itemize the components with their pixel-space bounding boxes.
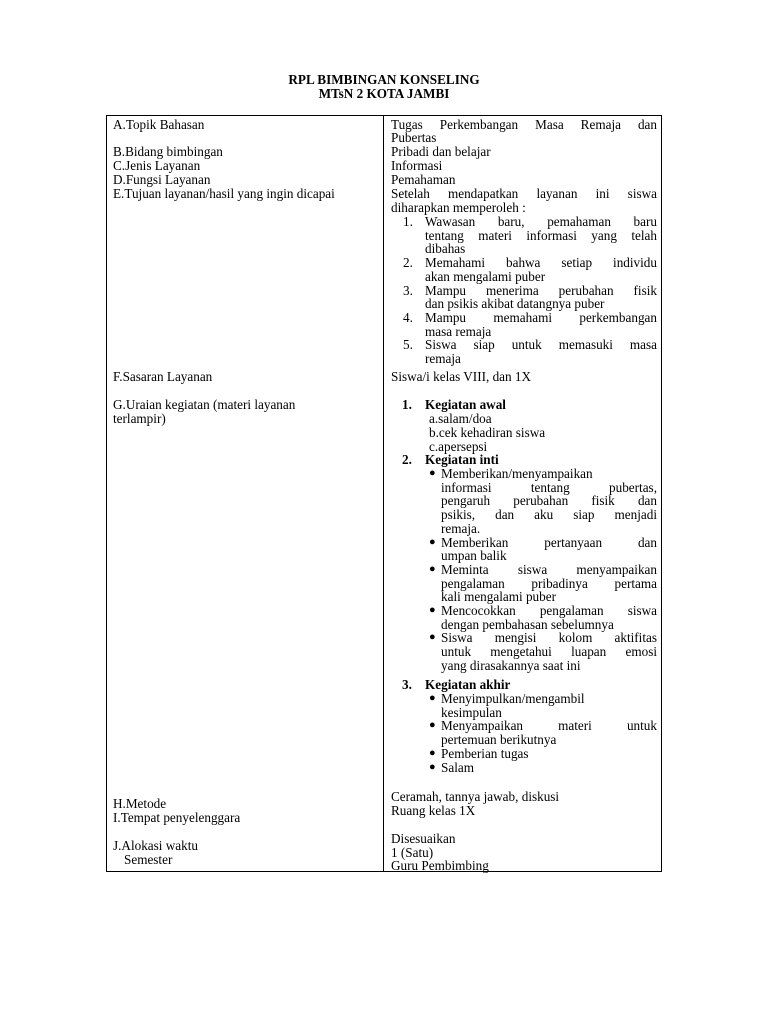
list-item-line: dan psikis akibat datangnya puber [425,296,605,312]
list-item-line: pengalaman pribadinya pertama [441,575,657,591]
list-item-line: akan mengalami puber [425,268,546,284]
list-item-line: Mampu menerima perubahan fisik [425,282,657,298]
list-number: 5. [403,337,413,353]
label-fungsi: D.Fungsi Layanan [113,172,211,187]
list-item-line: Meminta siswa menyampaikan [441,561,657,577]
bullet-icon: ● [429,746,436,759]
list-item [429,630,657,673]
bullet-icon: ● [429,692,436,704]
bullet-icon: ● [429,467,436,479]
guru-value: Guru Pembimbing [391,858,489,873]
list-item-line: umpan balik [441,548,507,564]
list-number: 4. [403,309,413,325]
tujuan-list [403,214,657,367]
list-item-line: untuk mengetahui luapan emosi [441,644,657,660]
list-item [403,214,657,257]
list-item-line: kali mengalami puber [441,589,556,605]
list-item-line: Memberikan pertanyaan dan [441,534,657,550]
list-item-line: Menyampaikan materi untuk [441,718,657,734]
tujuan-intro-1: Setelah mendapatkan layanan ini siswa [391,186,657,201]
list-item-line: psikis, dan aku siap menjadi [441,507,657,523]
list-item-line: pengaruh perubahan fisik dan [441,493,657,509]
list-item [403,309,657,339]
list-item [429,759,657,775]
metode-value: Ceramah, tannya jawab, diskusi [391,789,560,804]
label-topik: A.Topik Bahasan [113,117,205,132]
list-item-line: Mencocokkan pengalaman siswa [441,603,657,619]
tujuan-intro-2: diharapkan memperoleh : [391,200,526,215]
column-divider [383,116,384,871]
kegiatan-inti-list [429,466,657,673]
title-line-1: RPL BIMBINGAN KONSELING [288,72,480,87]
label-uraian-1: G.Uraian kegiatan (materi layanan [113,397,296,412]
list-item-line: Salam [441,759,474,775]
list-item-line: Memahami bahwa setiap individu [425,255,657,271]
label-metode: H.Metode [113,796,167,811]
list-item-line: Siswa mengisi kolom aktifitas [441,630,657,646]
bullet-icon: ● [429,604,436,617]
list-item-line: dibahas [425,241,466,257]
list-item [429,534,657,564]
bullet-icon: ● [429,719,436,732]
kegiatan-awal-item: b.cek kehadiran siswa [429,425,546,440]
topik-line-2: Pubertas [391,130,437,145]
kegiatan-awal-item: c.apersepsi [429,439,488,454]
kegiatan-akhir-title: Kegiatan akhir [425,677,511,692]
list-number: 3. [403,282,413,298]
list-item [429,745,657,761]
topik-line-1: Tugas Perkembangan Masa Remaja dan [391,117,657,132]
label-jenis: C.Jenis Layanan [113,158,201,173]
list-item-line: yang dirasakannya saat ini [441,657,581,673]
list-item-line: tentang materi informasi yang telah [425,227,657,243]
label-sasaran: F.Sasaran Layanan [113,369,213,384]
list-item-line: pertemuan berikutnya [441,732,557,748]
fungsi-value: Pemahaman [391,172,456,187]
list-item-line: Mampu memahami perkembangan [425,309,657,325]
label-tujuan: E.Tujuan layanan/hasil yang ingin dicapai [113,186,335,201]
jenis-value: Informasi [391,158,443,173]
list-item-line: Siswa siap untuk memasuki masa [425,337,657,353]
list-number: 1. [403,214,413,229]
title-line-2: MTsN 2 KOTA JAMBI [318,86,450,101]
bullet-icon: ● [429,760,436,773]
list-item [403,255,657,284]
label-semester: Semester [124,852,173,867]
bullet-icon: ● [429,535,436,548]
label-uraian-2: terlampir) [113,411,166,426]
list-item [429,603,657,632]
kegiatan-akhir-number: 3. [402,677,412,692]
list-item [403,282,657,312]
rpl-table [106,115,662,872]
bullet-icon: ● [429,562,436,575]
list-item [429,691,657,720]
list-item-line: dengan pembahasan sebelumnya [441,616,614,632]
alokasi-value: Disesuaikan [391,831,456,846]
list-item-line: Menyimpulkan/mengambil [441,691,585,706]
list-item-line: informasi tentang pubertas, [441,479,657,495]
bidang-value: Pribadi dan belajar [391,144,491,159]
kegiatan-akhir-list [429,691,657,775]
list-item-line: remaja. [441,520,481,536]
label-tempat: I.Tempat penyelenggara [113,810,241,825]
kegiatan-inti-title: Kegiatan inti [425,452,499,467]
list-item-line: kesimpulan [441,704,502,720]
list-item [429,561,657,605]
list-item-line: masa remaja [425,323,492,339]
list-item [403,337,657,367]
list-item-line: Wawasan baru, pemahaman baru [425,214,657,229]
list-item [429,466,657,536]
label-alokasi: J.Alokasi waktu [113,838,198,853]
semester-value: 1 (Satu) [391,845,434,860]
list-item-line: Memberikan/menyampaikan [441,466,593,481]
label-bidang: B.Bidang bimbingan [113,144,223,159]
tempat-value: Ruang kelas 1X [391,803,476,818]
kegiatan-awal-number: 1. [402,397,412,412]
list-number: 2. [403,255,413,271]
sasaran-value: Siswa/i kelas VIII, dan 1X [391,369,532,384]
list-item [429,718,657,748]
list-item-line: remaja [425,351,461,367]
list-item-line: Pemberian tugas [441,745,529,761]
bullet-icon: ● [429,631,436,644]
kegiatan-inti-number: 2. [402,452,412,467]
kegiatan-awal-item: a.salam/doa [429,411,492,426]
kegiatan-awal-title: Kegiatan awal [425,397,506,412]
